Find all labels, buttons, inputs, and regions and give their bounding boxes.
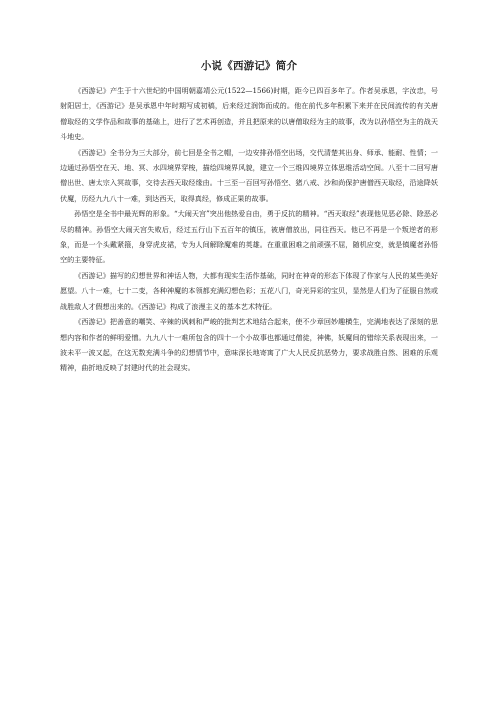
paragraph-sun-wukong: 孙悟空是全书中最光辉的形象。“大闹天宫”突出他热爱自由，勇于反抗的精神。“西天取经”表现他见恶必除、除恶必尽的精神。孙悟空大闹天宫失败后，经过五行山下五百年的镇压，被唐僧放出，同往西天。他已不再是一个叛逆者的形象，而是一个头戴紧箍，身穿虎皮裙，专为人间解除魔难的英雄。在重重困难之前顽强不屈，随机应变，就是镇魔者孙悟空的主要特征。 [60,209,438,265]
paragraph-structure: 《西游记》全书分为三大部分，前七回是全书之帽，一边安排孙悟空出场，交代清楚其出身、师承、能耐、性情；一边通过孙悟空在天、地、冥、水四境界穿梭，描绘四境界风貌，建立一个三维四境界立体思维活动空间。八至十二回写唐僧出世、唐太宗入冥故事，交待去西天取经缘由。十三至一百回写孙悟空、猪八戒、沙和尚保护唐僧西天取经，沿途降妖伏魔，历经九九八十一难，到达西天，取得真经，修成正果的故事。 [60,147,438,203]
paragraph-satire: 《西游记》把善意的嘲笑、辛辣的讽刺和严峻的批判艺术地结合起来，使不少章回妙趣横生，完满地表达了深刻的思想内容和作者的鲜明爱憎。九九八十一难所包含的四十一个小故事也都通过僧徒，神佛，妖魔间的错综关系表现出来，一波未平一波又起，在这无数充满斗争的幻想情节中，意味深长地寄寓了广大人民反抗恶势力，要求战胜自然、困难的乐观精神，曲折地反映了封建时代的社会现实。 [60,317,438,373]
paragraph-origin: 《西游记》产生于十六世纪的中国明朝嘉靖公元(1522—1566)时期，距今已四百多年了。作者吴承恩，字汝忠，号射阳居士，《西游记》是吴承恩中年时期写成初稿，后来经过润饰而成的。他在前代多年积累下来并在民间流传的有关唐僧取经的文学作品和故事的基础上，进行了艺术再创造，并且把原来的以唐僧取经为主的故事，改为以孙悟空为主的战天斗地史。 [60,86,438,142]
document-page [60,58,438,376]
paragraph-fantasy: 《西游记》描写的幻想世界和神话人物，大都有现实生活作基础，同时在神奇的形态下体现了作家与人民的某些美好愿望。八十一难，七十二变，各种神魔的本领都充满幻想色彩；五花八门，奇光异彩的宝贝，显然是人们为了征服自然或战胜敌人才假想出来的。《西游记》构成了浪漫主义的基本艺术特征。 [60,270,438,311]
document-title: 小说《西游记》简介 [200,60,298,72]
